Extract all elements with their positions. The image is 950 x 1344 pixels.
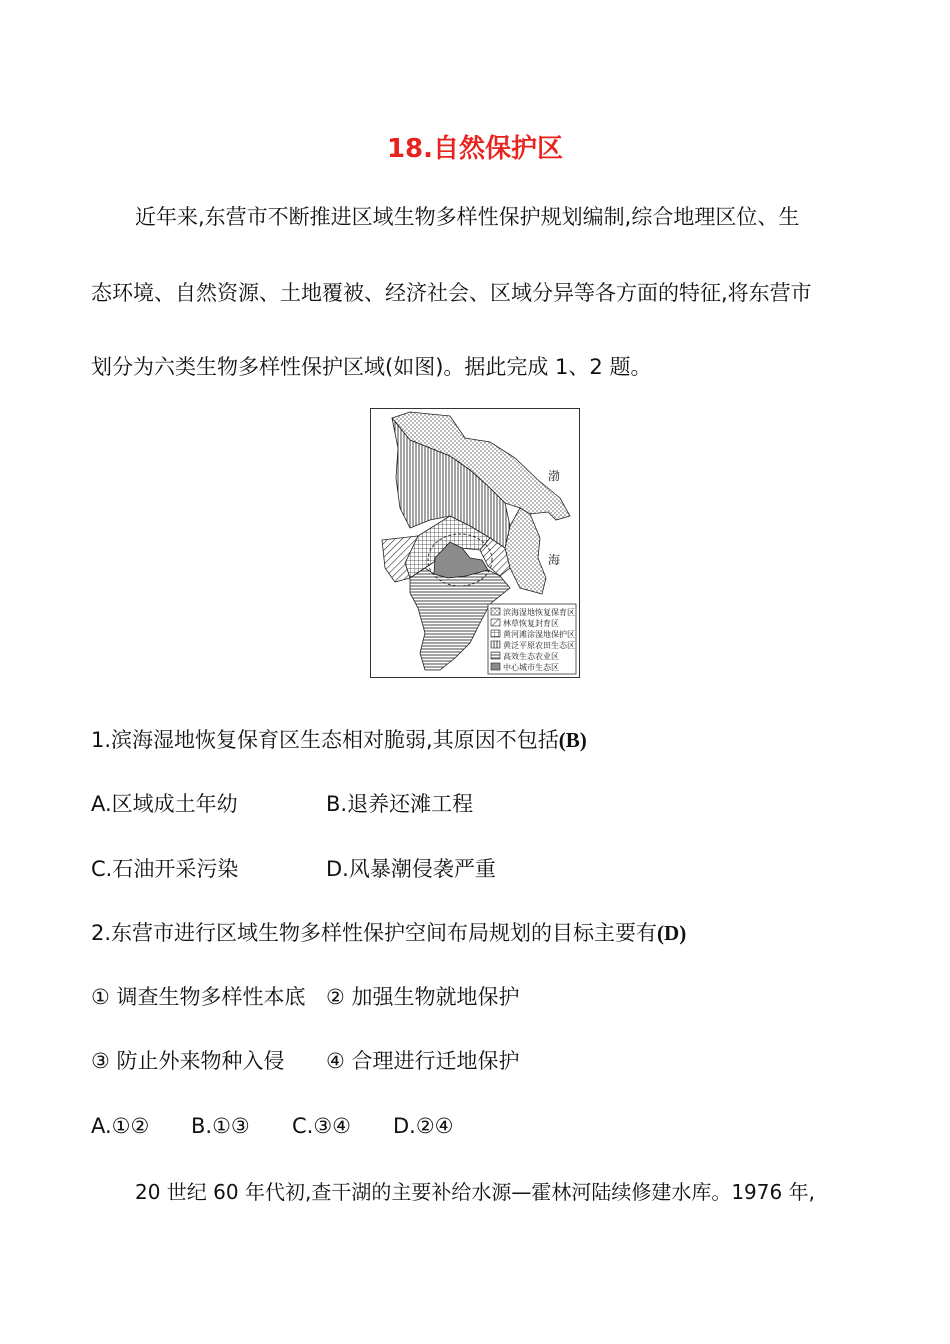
dongying-map-figure [370, 408, 580, 678]
q1-option-b: B.退养还滩工程 [326, 792, 474, 816]
legend-item-3: 黄河滩涂湿地保护区 [503, 630, 575, 639]
q2-item-1: ① 调查生物多样性本底 [91, 985, 306, 1009]
intro-line-2: 态环境、自然资源、土地覆被、经济社会、区域分异等各方面的特征,将东营市 [91, 281, 812, 305]
q2-option-d: D.②④ [393, 1114, 454, 1138]
intro-line-1: 近年来,东营市不断推进区域生物多样性保护规划编制,综合地理区位、生 [135, 205, 800, 229]
q1-option-c: C.石油开采污染 [91, 857, 239, 881]
legend-swatch-4 [491, 641, 500, 648]
q2-item-4: ④ 合理进行迁地保护 [326, 1049, 520, 1073]
next-passage-line-1: 20 世纪 60 年代初,查干湖的主要补给水源—霍林河陆续修建水库。1976 年, [135, 1180, 815, 1204]
map-svg [370, 408, 580, 678]
q2-stem-line [91, 918, 686, 948]
q2-item-2: ② 加强生物就地保护 [326, 985, 520, 1009]
q1-answer: (B) [558, 728, 587, 752]
legend-swatch-6 [491, 663, 500, 670]
intro-line-3: 划分为六类生物多样性保护区域(如图)。据此完成 1、2 题。 [91, 355, 652, 379]
q1-stem: 1.滨海湿地恢复保育区生态相对脆弱,其原因不包括 [91, 728, 559, 752]
q2-stem: 2.东营市进行区域生物多样性保护空间布局规划的目标主要有 [91, 921, 658, 945]
legend-item-5: 高效生态农业区 [503, 652, 559, 661]
q2-option-a: A.①② [91, 1114, 150, 1138]
legend-item-1: 滨海湿地恢复保育区 [503, 608, 575, 617]
legend-swatch-1 [491, 608, 500, 615]
q2-answer: (D) [657, 921, 687, 945]
legend-swatch-5 [491, 652, 500, 659]
legend-item-4: 黄泛平原农田生态区 [503, 641, 575, 650]
sea-label-hai: 海 [548, 553, 561, 567]
legend-item-2: 林草恢复封育区 [503, 619, 559, 628]
q1-stem-line [91, 725, 587, 755]
legend-swatch-2 [491, 619, 500, 626]
legend-swatch-3 [491, 630, 500, 637]
page-title: 18.自然保护区 [386, 134, 564, 164]
q2-option-b: B.①③ [191, 1114, 250, 1138]
sea-label-bo: 渤 [548, 469, 561, 483]
q2-item-3: ③ 防止外来物种入侵 [91, 1049, 285, 1073]
legend-item-6: 中心城市生态区 [503, 663, 559, 672]
q2-option-c: C.③④ [292, 1114, 351, 1138]
q1-option-a: A.区域成土年幼 [91, 792, 238, 816]
q1-option-d: D.风暴潮侵袭严重 [326, 857, 496, 881]
